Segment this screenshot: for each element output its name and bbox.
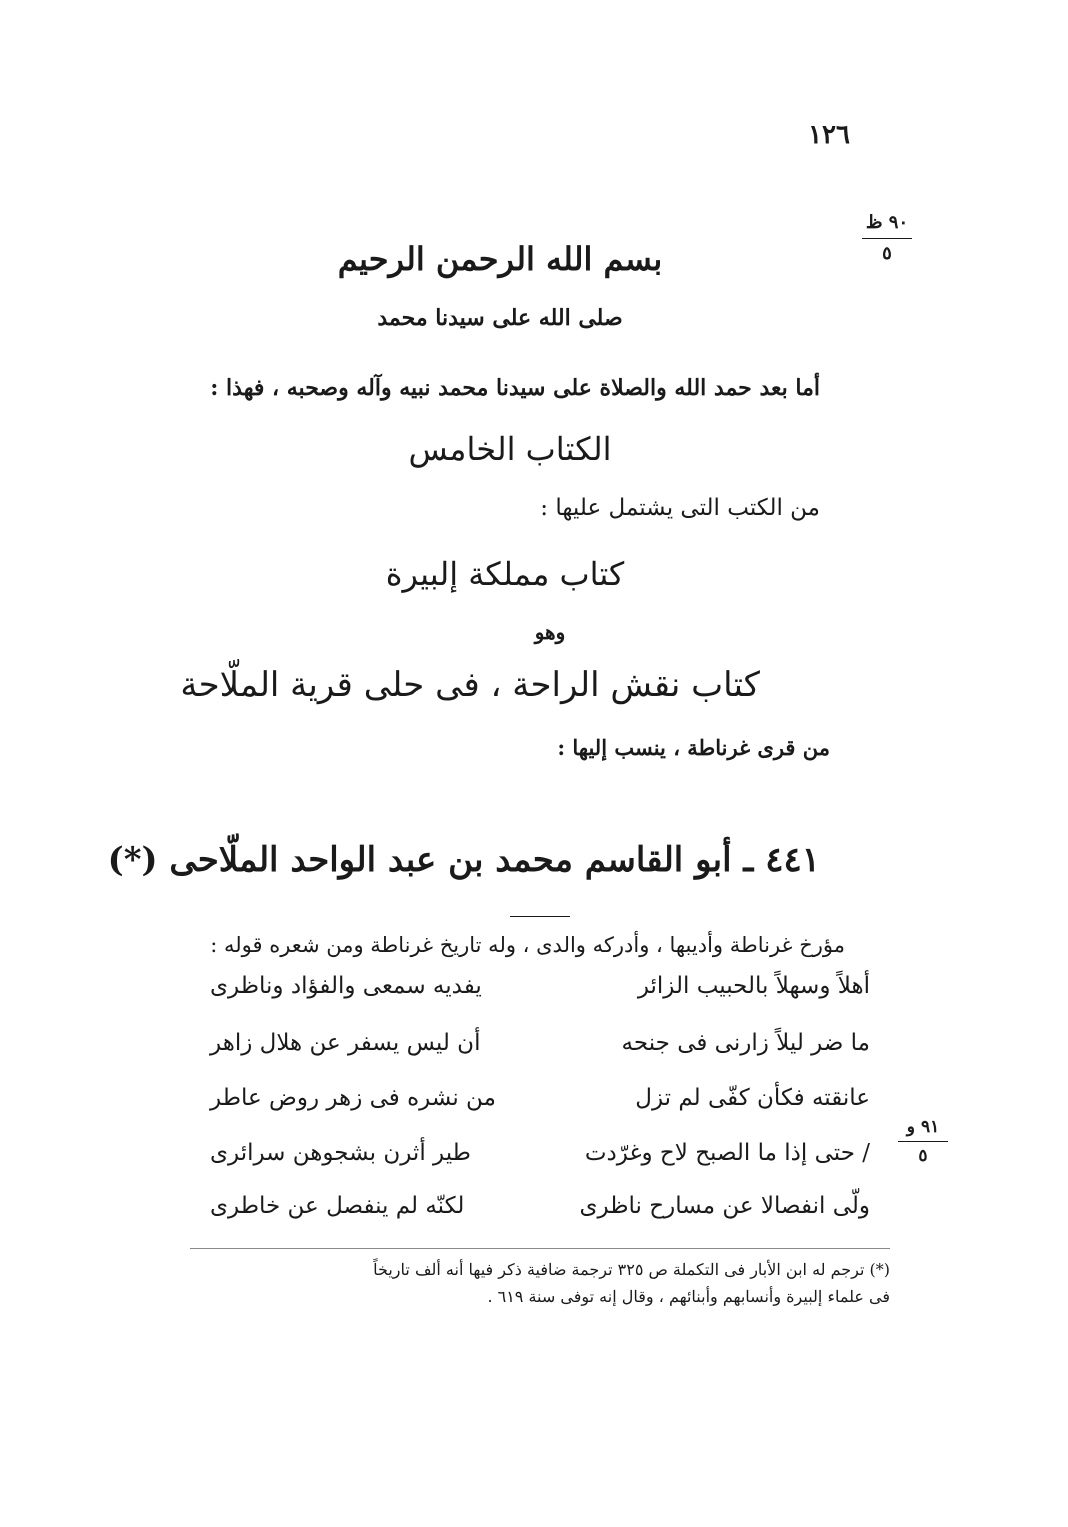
verse-line xyxy=(170,1140,870,1180)
folio-ref-number: ٥ xyxy=(918,1146,928,1166)
from-books-line: من الكتب التى يشتمل عليها : xyxy=(540,495,820,521)
folio-ref-label: ٩٠ ظ xyxy=(865,212,909,233)
entry-heading: ٤٤١ ـ أبو القاسم محمد بن عبد الواحد الملّاحى (*) xyxy=(107,840,820,880)
folio-ref-divider xyxy=(898,1141,948,1142)
entry-bio: مؤرخ غرناطة وأديبها ، وأدركه والدى ، وله تاريخ غرناطة ومن شعره قوله : xyxy=(210,933,845,957)
folio-ref-label: ٩١ و xyxy=(906,1117,940,1137)
heading-rule xyxy=(510,916,570,917)
book-fifth-title: الكتاب الخامس xyxy=(408,430,612,468)
verse-second-hemistich: يفديه سمعى والفؤاد وناظرى xyxy=(210,973,482,999)
intro-line: أما بعد حمد الله والصلاة على سيدنا محمد نبيه وآله وصحبه ، فهذا : xyxy=(210,375,820,401)
page-number: ١٢٦ xyxy=(808,120,850,150)
manuscript-folio-ref-top xyxy=(852,210,922,267)
verse-second-hemistich: أن ليس يسفر عن هلال زاهر xyxy=(210,1030,481,1056)
verse-second-hemistich: طير أثرن بشجوهن سرائرى xyxy=(210,1140,471,1166)
salla-line: صلى الله على سيدنا محمد xyxy=(377,305,623,331)
verse-first-hemistich: عانقته فكأن كفّى لم تزل xyxy=(635,1085,870,1111)
book-naqsh-title: كتاب نقش الراحة ، فى حلى قرية الملّاحة xyxy=(180,665,760,705)
book-elvira-title: كتاب مملكة إلبيرة xyxy=(385,555,625,593)
verse-second-hemistich: لكنّه لم ينفصل عن خاطرى xyxy=(210,1193,465,1219)
basmala: بسم الله الرحمن الرحيم xyxy=(337,240,663,278)
footnote-line: فى علماء إلبيرة وأنسابهم وأبنائهم ، وقال إنه توفى سنة ٦١٩ . xyxy=(487,1287,890,1306)
verse-first-hemistich: / حتى إذا ما الصبح لاح وغرّدت xyxy=(584,1140,870,1166)
folio-ref-number: ٥ xyxy=(882,243,892,264)
from-villages-line: من قرى غرناطة ، ينسب إليها : xyxy=(557,735,830,760)
verse-line xyxy=(170,1193,870,1233)
folio-ref-divider xyxy=(862,238,912,239)
wahuwa-word: وهو xyxy=(534,620,566,644)
verse-first-hemistich: أهلاً وسهلاً بالحبيب الزائر xyxy=(637,973,870,999)
verse-first-hemistich: ما ضر ليلاً زارنى فى جنحه xyxy=(621,1030,870,1056)
verse-line xyxy=(170,1030,870,1070)
verse-line xyxy=(170,1085,870,1125)
footnote-rule xyxy=(190,1248,890,1249)
verse-second-hemistich: من نشره فى زهر روض عاطر xyxy=(210,1085,496,1111)
verse-line xyxy=(170,973,870,1013)
verse-first-hemistich: ولّى انفصالا عن مسارح ناظرى xyxy=(579,1193,870,1219)
footnote-line: (*) ترجم له ابن الأبار فى التكملة ص ٣٢٥ ترجمة ضافية ذكر فيها أنه ألف تاريخاً xyxy=(373,1260,890,1279)
manuscript-folio-ref-mid xyxy=(898,1115,948,1168)
